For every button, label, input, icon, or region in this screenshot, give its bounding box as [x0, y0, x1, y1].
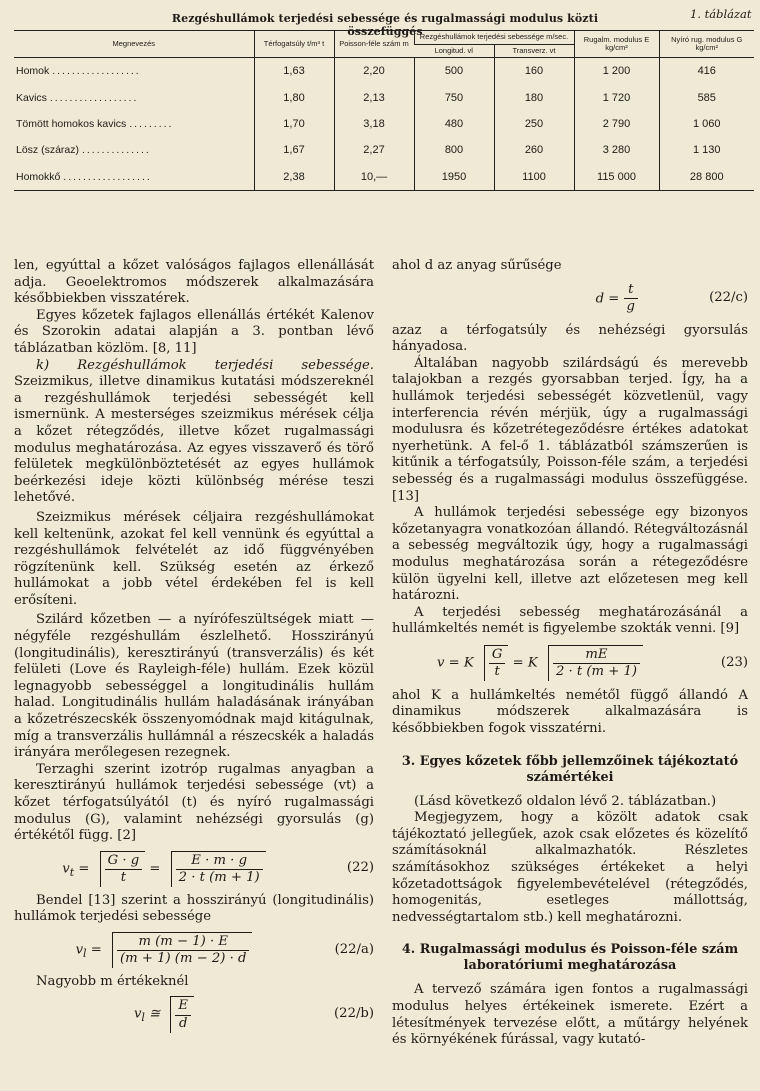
paragraph: Szilárd kőzetben — a nyírófeszültségek miatt — négyféle rezgéshullám észlelhető. Hosszirányú (longitudinális), keresztirányú (transverzális) és két felületi (Love és Rayleigh-féle) hullám. Ezek közül legnagyobb sebességgel a longitudinális hullám halad. Longitudinális hullám haladásának irányában a kőzetrészecskék összenyomódnak majd kitágulnak, míg a transverzális hullámnál a részecskék a haladás irányára merőlegesen rezegnek.	[14, 612, 374, 761]
paragraph: ahol K a hullámkeltés nemétől függő állandó A dinamikus módszerek alkalmazására is későbbiekben fogok visszatérni.	[392, 687, 748, 737]
cell-shear: 1 060	[659, 111, 754, 137]
header-name: Megnevezés	[14, 31, 254, 58]
equation-23: v = K $\frac{G}{t}$ = K $\frac{mE}{2 \cdot t (m + 1)}$ (23)	[436, 646, 748, 680]
equation-22c: d = $\frac{t}{g}$ (22/c)	[595, 281, 748, 315]
left-column	[14, 258, 374, 1039]
cell-shear: 28 800	[659, 164, 754, 191]
row-name: Homok	[16, 65, 50, 78]
paragraph: Nagyobb m értékeknél	[36, 973, 189, 989]
paragraph: Egyes kőzetek fajlagos ellenállás értékét Kalenov és Szorokin adatai alapján a 3. pontban lévő táblázatban közlöm. [8, 11]	[14, 307, 374, 356]
cell-vl: 800	[414, 137, 494, 163]
header-transverse: Transverz. vt	[494, 44, 574, 58]
paragraph: azaz a térfogatsúly és nehézségi gyorsulás hányadosa.	[392, 322, 748, 355]
cell-vt: 180	[494, 84, 574, 110]
row-name: Lösz (száraz)	[16, 144, 80, 157]
cell-elastic: 1 200	[574, 58, 659, 85]
paragraph: ahol d az anyag sűrűsége	[392, 258, 562, 273]
equation-22a: $v_l$ = $\frac{m (m - 1) \cdot E}{(m + 1) (m - 2) \cdot d}$ (22/a)	[75, 933, 374, 967]
paragraph: Általában nagyobb szilárdságú és merevebb talajokban a rezgés gyorsabban terjed. Így, ha a hullámok terjedési sebességét közvetlenül, vagy interferencia révén mérjük, úgy a rugalmassági modulusra és kőzetrétegeződésre értékes adatokat nyerhetünk. A fel-ő 1. táblázatból számszerűen is kitűnik a térfogatsúly, Poisson-féle szám, a terjedési sebesség és a rugalmassági modulus összefüggése. [13]	[392, 355, 748, 504]
cell-vl: 1950	[414, 164, 494, 191]
paragraph: A terjedési sebesség meghatározásánál a hullámkeltés nemét is figyelembe szokták venni. [9]	[392, 604, 748, 637]
equation-22b: $v_l$ ≅ $\frac{E}{d}$ (22/b)	[133, 998, 374, 1032]
cell-density: 1,80	[254, 84, 334, 110]
equation-number: (22/b)	[334, 1006, 374, 1022]
paragraph: A tervező számára igen fontos a rugalmassági modulus helyes értékeinek ismerete. Ezért a létesítmények tervezése előtt, a műtárgy helyének és környékének fúrással, vagy kutató-	[392, 982, 748, 1048]
table-row: Homok .................. 1,63 2,20 500 160 1 200 416	[14, 58, 754, 85]
cell-poisson: 2,13	[334, 84, 414, 110]
section-heading: 3. Egyes kőzetek főbb jellemzőinek tájékoztató számértékei	[401, 753, 739, 785]
equation-number: (22/a)	[334, 941, 374, 957]
section-heading: 4. Rugalmassági modulus és Poisson-féle szám laboratóriumi meghatározása	[401, 942, 739, 974]
paragraph: A hullámok terjedési sebessége egy bizonyos kőzetanyagra vonatkozóan állandó. Rétegváltozásnál a sebesség megváltozik úgy, hogy a rugalmassági modulus meghatározása során a rétegeződésre külön ügyelni kell, illetve azt előzetesen meg kell határozni.	[392, 505, 748, 604]
paragraph: Terzaghi szerint izotróp rugalmas anyagban a keresztirányú hullámok terjedési sebessége (vt) a kőzet térfogatsúlyától (t) és nyíró rugalmassági modulus (G), valamint nehézségi gyorsulás (g) értékétől függ. [2]	[14, 761, 374, 844]
equation-22: $v_t$ = $\frac{G \cdot g}{t}$ = $\frac{E \cdot m \cdot g}{2 \cdot t (m + 1)}$ (22)	[62, 852, 374, 886]
cell-shear: 416	[659, 58, 754, 85]
cell-elastic: 3 280	[574, 137, 659, 163]
paragraph: Szeizmikus mérések céljaira rezgéshullámokat kell keltenünk, azokat fel kell vennünk és egyúttal a rezgéshullámok felvételét az idő függvényében rögzítenünk kell. Szükség esetén az érkező hullámokat a jobb vétel érdekében fel is kell erősíteni.	[14, 509, 374, 608]
cell-poisson: 3,18	[334, 111, 414, 137]
paragraph: k) Rezgéshullámok terjedési sebessége. Szeizmikus, illetve dinamikus kutatási módszereknél a rezgéshullámok terjedési sebességét kell ismernünk. A mesterséges szeizmikus mérések célja a kőzet rétegződés, illetve kőzet rugalmassági modulus meghatározása. Az egyes visszaverő és törő felületek megkülönböztetését az egyes hullámok beérkezési ideje közti különbség mérése teszi lehetővé.	[14, 357, 374, 506]
header-longitudinal: Longitud. vl	[414, 44, 494, 58]
cell-elastic: 1 720	[574, 84, 659, 110]
row-name: Homokkő	[16, 170, 61, 183]
cell-density: 1,70	[254, 111, 334, 137]
subsection-heading: k) Rezgéshullámok terjedési sebessége.	[36, 357, 374, 373]
table-title: Rezgéshullámok terjedési sebessége és rugalmassági modulus közti összefüggés	[171, 12, 599, 38]
row-name: Tömött homokos kavics	[16, 117, 127, 130]
table-row: Kavics .................. 1,80 2,13 750 180 1 720 585	[14, 84, 754, 110]
cell-vt: 160	[494, 58, 574, 85]
table-label: 1. táblázat	[690, 7, 752, 21]
table-row: Homokkő .................. 2,38 10,— 1950 1100 115 000 28 800	[14, 164, 754, 191]
paragraph: len, egyúttal a kőzet valóságos fajlagos ellenállását adja. Geoelektromos módszerek alkalmazására későbbiekben visszatérek.	[14, 258, 374, 307]
cell-vt: 250	[494, 111, 574, 137]
cell-poisson: 2,27	[334, 137, 414, 163]
cell-density: 1,63	[254, 58, 334, 85]
equation-number: (23)	[720, 654, 748, 670]
cell-density: 1,67	[254, 137, 334, 163]
cell-poisson: 2,20	[334, 58, 414, 85]
cell-shear: 585	[659, 84, 754, 110]
cell-vt: 260	[494, 137, 574, 163]
table-row: Lösz (száraz) .............. 1,67 2,27 800 260 3 280 1 130	[14, 137, 754, 163]
data-table	[14, 30, 754, 191]
header-poisson: Poisson-féle szám m	[334, 31, 414, 58]
paragraph: Bendel [13] szerint a hosszirányú (longitudinális) hullámok terjedési sebessége	[14, 892, 374, 925]
cell-elastic: 2 790	[574, 111, 659, 137]
right-column	[392, 258, 748, 1049]
cell-density: 2,38	[254, 164, 334, 191]
cell-vl: 750	[414, 84, 494, 110]
header-shear: Nyíró rug. modulus G kg/cm²	[659, 31, 754, 58]
cell-elastic: 115 000	[574, 164, 659, 191]
paragraph: (Lásd következő oldalon lévő 2. táblázatban.)	[414, 793, 717, 809]
cell-poisson: 10,—	[334, 164, 414, 191]
cell-vt: 1100	[494, 164, 574, 191]
header-density: Térfogatsúly t/m³ t	[254, 31, 334, 58]
table-row: Tömött homokos kavics ......... 1,70 3,18 480 250 2 790 1 060	[14, 111, 754, 137]
row-name: Kavics	[16, 91, 47, 104]
header-velocity: Rezgéshullámok terjedési sebessége m/sec.	[414, 31, 574, 45]
equation-number: (22)	[346, 860, 374, 876]
header-elastic: Rugalm. modulus E kg/cm²	[574, 31, 659, 58]
paragraph: Megjegyzem, hogy a közölt adatok csak tájékoztató jellegűek, azok csak előzetes és közelítő számításoknál alkalmazhatók. Részletes számításokhoz szükséges értékeket a helyi kőzetadottságok figyelembevételével (rétegződés, homogenitás, esetleges mállottság, nedvességtartalom stb.) kell meghatározni.	[392, 810, 748, 925]
cell-vl: 500	[414, 58, 494, 85]
cell-vl: 480	[414, 111, 494, 137]
cell-shear: 1 130	[659, 137, 754, 163]
equation-number: (22/c)	[709, 290, 748, 306]
